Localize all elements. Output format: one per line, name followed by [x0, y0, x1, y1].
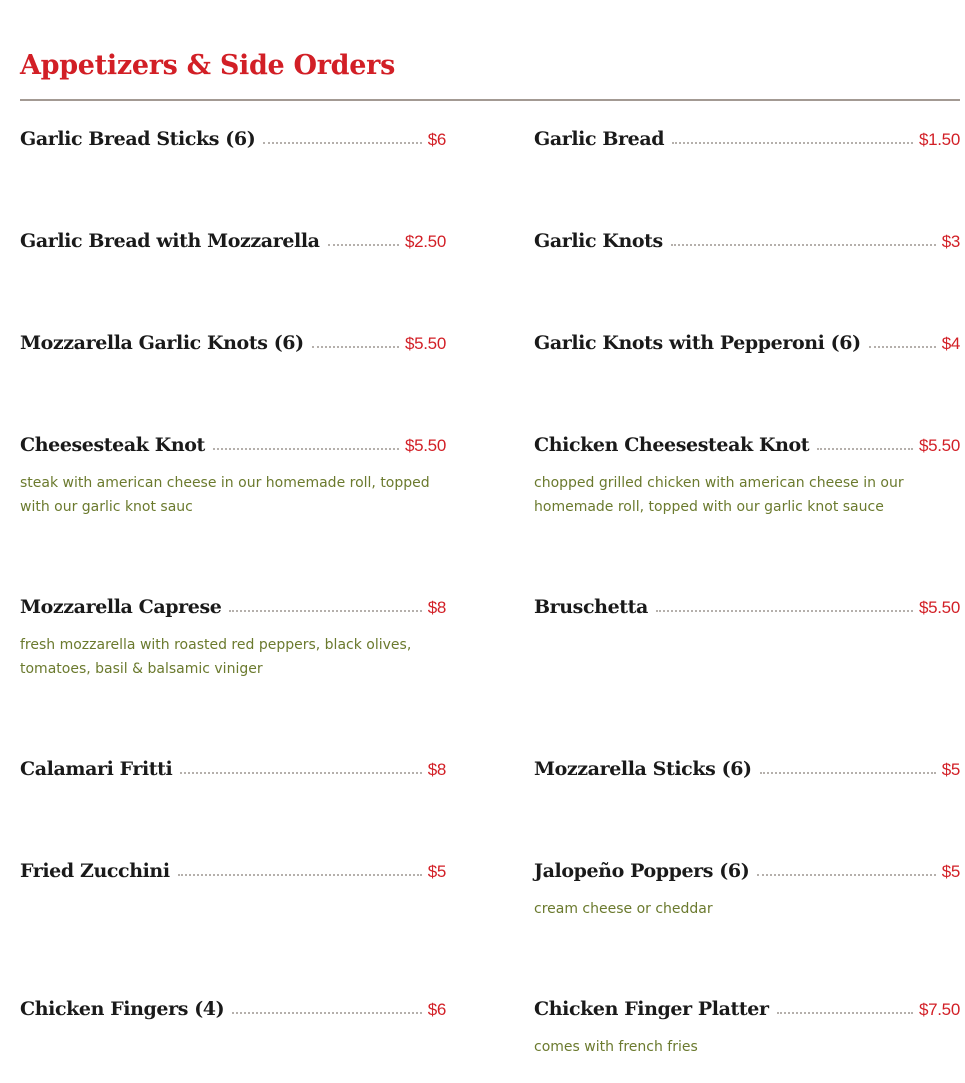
menu-item-fried-zucchini[interactable] [20, 856, 446, 886]
item-price: $7.50 [918, 1000, 960, 1019]
item-name: Chicken Cheesesteak Knot [534, 434, 810, 456]
item-price: $3 [941, 232, 960, 251]
dot-leader [656, 609, 913, 612]
dot-leader [229, 609, 421, 612]
item-name: Garlic Bread with Mozzarella [20, 230, 320, 252]
menu-item-chicken-cheesesteak-knot[interactable] [534, 430, 960, 519]
dot-leader [777, 1011, 913, 1014]
item-name: Cheesesteak Knot [20, 434, 205, 456]
menu-item-garlic-bread[interactable] [534, 124, 960, 154]
item-description: chopped grilled chicken with american cheese in our homemade roll, topped with our garlic knot sauce [534, 475, 904, 515]
dot-leader [180, 771, 421, 774]
menu-item-mozzarella-caprese[interactable] [20, 592, 446, 681]
item-price: $8 [427, 760, 446, 779]
dot-leader [328, 243, 399, 246]
dot-leader [760, 771, 936, 774]
menu-item-chicken-finger-platter[interactable] [534, 994, 960, 1059]
item-price: $4 [941, 334, 960, 353]
item-price: $5.50 [918, 436, 960, 455]
item-name: Garlic Knots with Pepperoni (6) [534, 332, 861, 354]
item-description: steak with american cheese in our homemade roll, topped with our garlic knot sauc [20, 475, 430, 515]
item-name: Calamari Fritti [20, 758, 173, 780]
item-name: Chicken Fingers (4) [20, 998, 225, 1020]
item-name: Mozzarella Garlic Knots (6) [20, 332, 304, 354]
section-title: Appetizers & Side Orders [20, 50, 395, 81]
item-name: Mozzarella Caprese [20, 596, 222, 618]
menu-item-cheesesteak-knot[interactable] [20, 430, 446, 519]
dot-leader [671, 243, 936, 246]
menu-item-garlic-bread-mozzarella[interactable] [20, 226, 446, 256]
item-price: $5 [427, 862, 446, 881]
menu-item-garlic-bread-sticks[interactable] [20, 124, 446, 154]
item-name: Bruschetta [534, 596, 648, 618]
item-name: Jalopeño Poppers (6) [534, 860, 750, 882]
dot-leader [213, 447, 399, 450]
dot-leader [178, 873, 422, 876]
dot-leader [757, 873, 935, 876]
item-price: $2.50 [404, 232, 446, 251]
dot-leader [817, 447, 913, 450]
menu-item-calamari-fritti[interactable] [20, 754, 446, 784]
dot-leader [312, 345, 399, 348]
item-description: cream cheese or cheddar [534, 901, 713, 917]
item-name: Garlic Bread [534, 128, 665, 150]
dot-leader [263, 141, 421, 144]
menu-item-garlic-knots[interactable] [534, 226, 960, 256]
item-price: $6 [427, 130, 446, 149]
item-price: $5.50 [918, 598, 960, 617]
dot-leader [232, 1011, 421, 1014]
item-name: Garlic Knots [534, 230, 663, 252]
menu-item-chicken-fingers[interactable] [20, 994, 446, 1024]
dot-leader [869, 345, 936, 348]
item-price: $6 [427, 1000, 446, 1019]
item-price: $5 [941, 862, 960, 881]
item-price: $1.50 [918, 130, 960, 149]
menu-item-bruschetta[interactable] [534, 592, 960, 622]
menu-item-garlic-knots-pepperoni[interactable] [534, 328, 960, 358]
item-price: $8 [427, 598, 446, 617]
menu-item-mozzarella-garlic-knots[interactable] [20, 328, 446, 358]
item-description: fresh mozzarella with roasted red peppers, black olives, tomatoes, basil & balsamic viniger [20, 637, 412, 677]
item-name: Garlic Bread Sticks (6) [20, 128, 256, 150]
item-price: $5.50 [404, 334, 446, 353]
item-name: Chicken Finger Platter [534, 998, 769, 1020]
menu-item-mozzarella-sticks[interactable] [534, 754, 960, 784]
section-divider [20, 99, 960, 101]
item-description: comes with french fries [534, 1039, 698, 1055]
item-price: $5 [941, 760, 960, 779]
item-name: Mozzarella Sticks (6) [534, 758, 752, 780]
item-price: $5.50 [404, 436, 446, 455]
item-name: Fried Zucchini [20, 860, 170, 882]
dot-leader [672, 141, 913, 144]
menu-item-jalopeno-poppers[interactable] [534, 856, 960, 921]
